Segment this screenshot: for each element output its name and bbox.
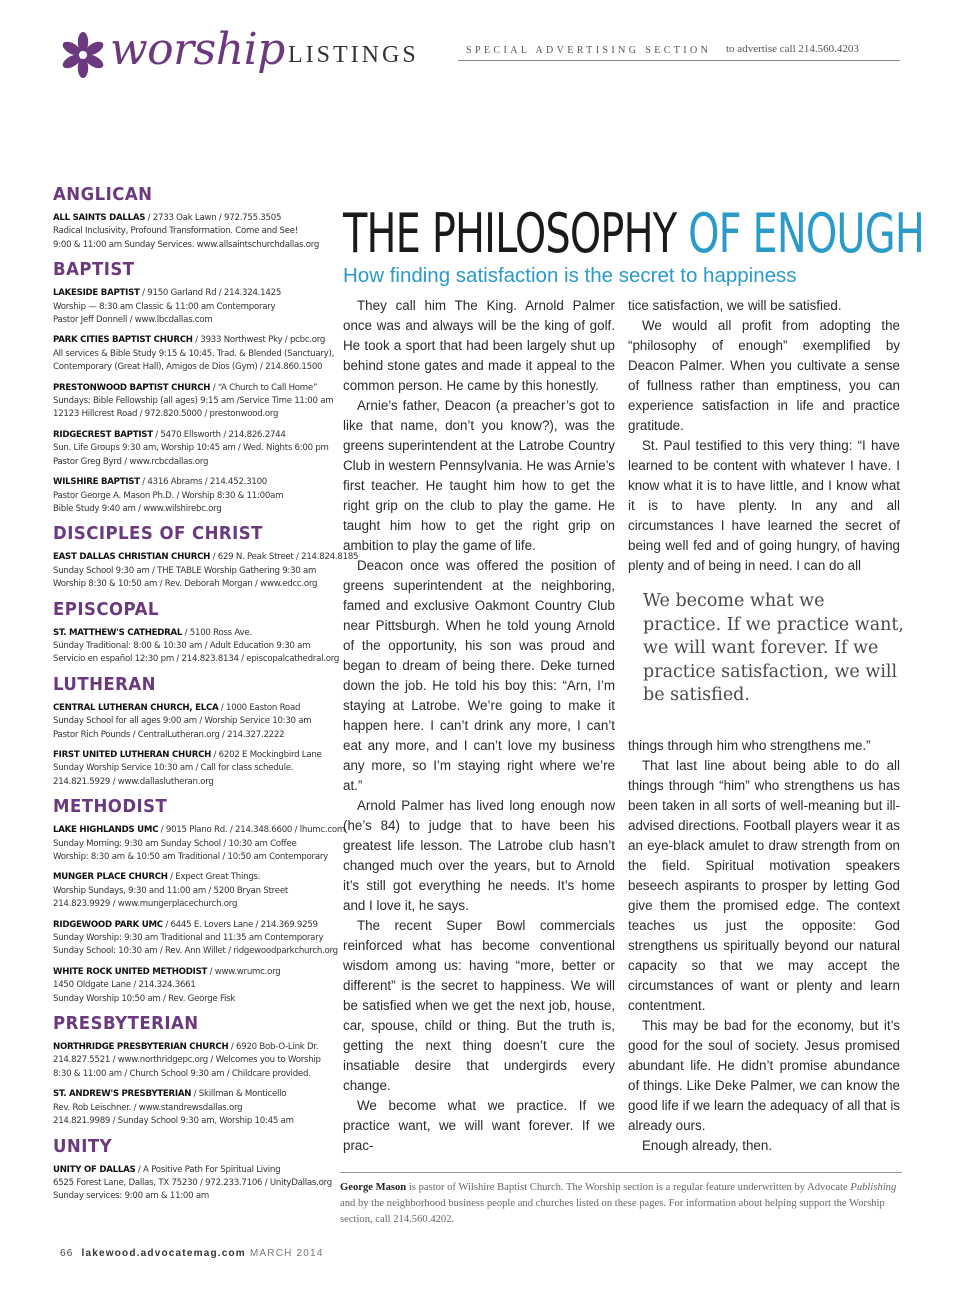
listing-first-line (53, 551, 359, 564)
listing-detail: 1450 Oldgate Lane / 214.324.3661 (53, 980, 196, 991)
article-paragraph: Arnold Palmer has lived long enough now (he’s 84) to judge that to have been his greatest life lesson. The Latrobe club hasn’t changed much over the years, but to Arnold it’s still got everything he needs. It’s home and I love it, he says. (343, 798, 615, 913)
church-listing (53, 382, 335, 422)
worship-listings (53, 184, 359, 1211)
church-listing (53, 1041, 335, 1081)
listing-detail: Sunday Worship Service 10:30 am / Call for class schedule. (53, 763, 294, 774)
listing-detail: Worship — 8:30 am Classic & 11:00 am Contemporary (53, 301, 276, 312)
listing-detail: / A Positive Path For Spiritual Living (135, 1164, 281, 1175)
listing-detail: Sunday School for all ages 9:00 am / Worship Service 10:30 am (53, 716, 312, 727)
church-listing (53, 702, 335, 742)
listing-first-line (53, 824, 345, 837)
article-paragraph: Deacon once was offered the position of greens superintendent at the neighboring, famed and exclusive Oakmont Country Club near Pittsburgh. When he told young Arnold of the opportunity, his son was proud and began to dream of being there. Deke turned down the job. He told his boy this: “Arn, I’m staying at Latrobe. We’re going to make it happen here. I can’t drink any more, I can’t eat any more, and I can’t love my business any more, so I’m staying right where we’re at.” (343, 558, 615, 793)
masthead-rule (458, 60, 900, 61)
listing-first-line (53, 382, 335, 395)
listing-first-line (53, 334, 335, 347)
article-paragraph: We would all profit from adopting the “philosophy of enough” exemplified by Deacon Palmer. When you cultivate a sense of fullness rather than emptiness, you can experience satisfaction in life and practice gratitude. (628, 318, 900, 433)
listing-detail: / 6920 Bob-O-Link Dr. (228, 1042, 319, 1053)
category-heading-disciples: DISCIPLES OF CHRIST (53, 523, 263, 545)
listing-detail: / 5100 Ross Ave. (182, 627, 252, 638)
listing-detail: Servicio en español 12:30 pm / 214.823.8134 / episcopalcathedral.org (53, 654, 340, 665)
listing-detail: Worship: 8:30 am & 10:50 am Traditional / 10:50 am Contemporary (53, 852, 328, 862)
listing-detail: Sunday Morning: 9:30 am Sunday School / 10:30 am Coffee (53, 838, 297, 849)
church-name: RIDGECREST BAPTIST (53, 429, 153, 440)
category-heading-unity: UNITY (53, 1135, 113, 1157)
church-name: NORTHRIDGE PRESBYTERIAN CHURCH (53, 1042, 229, 1053)
listing-detail: / Expect Great Things. (167, 872, 261, 883)
listing-first-line (53, 287, 335, 300)
listing-detail: Pastor Rich Pounds / CentralLutheran.org / 214.327.2222 (53, 729, 285, 740)
listing-first-line (53, 476, 335, 489)
listing-detail: / 1000 Easton Road (218, 702, 301, 713)
article-paragraph: things through him who strengthens me.” (628, 738, 871, 753)
flower-icon (58, 30, 108, 80)
listing-detail: Sundays: Bible Fellowship (all ages) 9:15 am /Service Time 11:00 am (53, 396, 334, 407)
category-heading-baptist: BAPTIST (53, 259, 135, 281)
listing-first-line (53, 749, 335, 762)
listing-detail: Sunday School 9:30 am / THE TABLE Worship Gathering 9:30 am (53, 565, 317, 576)
church-name: PRESTONWOOD BAPTIST CHURCH (53, 382, 211, 393)
article-title (343, 202, 924, 266)
article-subtitle: How finding satisfaction is the secret to happiness (343, 264, 797, 287)
church-name: ST. ANDREW'S PRESBYTERIAN (53, 1089, 192, 1100)
bio-text-1: is pastor of Wilshire Baptist Church. The Worship section is a regular feature underwritten by Advocate (406, 1182, 851, 1193)
bio-name: George Mason (340, 1182, 407, 1193)
listing-detail: / Skillman & Monticello (191, 1089, 287, 1100)
church-name: ST. MATTHEW'S CATHEDRAL (53, 627, 183, 638)
article-paragraph: They call him The King. Arnold Palmer once was and always will be the king of golf. He took a sport that had been largely shut up behind stone gates and made it appeal to the common person. He came by this honestly. (343, 298, 615, 393)
category-heading-lutheran: LUTHERAN (53, 673, 156, 695)
listing-detail: Rev. Rob Leischner. / www.standrewsdallas.org (53, 1102, 243, 1113)
listing-detail: / www.wrumc.org (207, 966, 281, 977)
page-footer (60, 1248, 324, 1259)
special-section-label: SPECIAL ADVERTISING SECTION (466, 45, 712, 56)
listing-first-line (53, 1088, 335, 1101)
article-paragraph: St. Paul testified to this very thing: “I have learned to be content with whatever I have. I know what it is to have little, and I know what it is to have plenty. In any and all circumstances I have learned the secret of being well fed and of going hungry, of having plenty and of being in need. I can do all (628, 438, 900, 573)
church-listing (53, 824, 345, 864)
listing-detail: Sunday Worship: 9:30 am Traditional and 11:35 am Contemporary (53, 933, 324, 944)
footer-site: lakewood.advocatemag.com (81, 1248, 246, 1259)
listing-detail: / 4316 Abrams / 214.452.3100 (139, 477, 268, 488)
listing-first-line (53, 966, 335, 979)
church-listing (53, 476, 335, 516)
article-column-right-top (628, 296, 900, 576)
listing-first-line (53, 1041, 335, 1054)
church-name: CENTRAL LUTHERAN CHURCH, ELCA (53, 702, 219, 713)
category-heading-methodist: METHODIST (53, 796, 168, 818)
brand-worship: worship (110, 24, 285, 75)
listing-detail: / 2733 Oak Lawn / 972.755.3505 (145, 213, 282, 223)
listing-detail: 12123 Hillcrest Road / 972.820.5000 / prestonwood.org (53, 409, 279, 420)
title-blue: OF ENOUGH (688, 202, 924, 265)
church-listing (53, 212, 335, 252)
article-paragraph: We become what we practice. If we practice want, we will want forever. If we prac- (343, 1098, 615, 1153)
listing-detail: / “A Church to Call Home” (210, 382, 318, 393)
listing-first-line (53, 702, 335, 715)
bio-text-2: and by the neighborhood business people and churches listed on these pages. For information about helping support the Worship section, call 214.560.4202. (340, 1198, 885, 1225)
advertise-phone: to advertise call 214.560.4203 (726, 43, 859, 55)
church-name: UNITY OF DALLAS (53, 1164, 136, 1175)
church-name: RIDGEWOOD PARK UMC (53, 919, 163, 930)
listing-detail: Sunday Traditional: 8:00 & 10:30 am / Adult Education 9:30 am (53, 640, 311, 651)
listing-detail: / 5470 Ellsworth / 214.826.2744 (152, 429, 286, 440)
listing-detail: Pastor Jeff Donnell / www.lbcdallas.com (53, 315, 213, 326)
church-name: WILSHIRE BAPTIST (53, 477, 140, 488)
church-name: WHITE ROCK UNITED METHODIST (53, 966, 208, 977)
church-name: LAKE HIGHLANDS UMC (53, 825, 159, 836)
church-listing (53, 287, 335, 327)
listing-detail: / 6445 E. Lovers Lane / 214.369.9259 (162, 919, 318, 930)
church-name: FIRST UNITED LUTHERAN CHURCH (53, 749, 212, 760)
listing-detail: 214.821.5929 / www.dallaslutheran.org (53, 776, 214, 787)
church-name: LAKESIDE BAPTIST (53, 288, 140, 299)
title-dark: THE PHILOSOPHY (343, 202, 689, 265)
church-name: MUNGER PLACE CHURCH (53, 872, 168, 883)
pull-quote: We become what we practice. If we practice want, we will want forever. If we practice satisfaction, we will be satisfied. (643, 591, 904, 705)
listing-detail: Pastor Greg Byrd / www.rcbcdallas.org (53, 456, 209, 467)
church-listing (53, 1164, 335, 1204)
listing-detail: All services & Bible Study 9:15 & 10:45. Trad. & Blended (Sanctuary), (53, 348, 335, 359)
listing-first-line (53, 1164, 335, 1177)
listing-detail: Sunday School: 10:30 am / Rev. Ann Willet / ridgewoodparkchurch.org (53, 946, 338, 957)
author-bio (340, 1180, 902, 1228)
church-listing (53, 429, 335, 469)
listing-detail: Worship 8:30 & 10:50 am / Rev. Deborah Morgan / www.edcc.org (53, 579, 318, 590)
church-listing (53, 334, 335, 374)
church-name: EAST DALLAS CHRISTIAN CHURCH (53, 552, 211, 563)
church-name: PARK CITIES BAPTIST CHURCH (53, 335, 193, 346)
listing-detail: Sunday Worship 10:50 am / Rev. George Fisk (53, 993, 236, 1004)
article-column-right-bottom (628, 736, 900, 1156)
listing-detail: Sunday services: 9:00 am & 11:00 am (53, 1191, 209, 1202)
listing-first-line (53, 212, 335, 225)
article-column-left (343, 296, 615, 1156)
article-paragraph: This may be bad for the economy, but it’s good for the soul of society. Jesus promised abundant life. He didn’t promise abundance of things. Like Deke Palmer, we can know the good life if we learn the adequacy of all that is already ours. (628, 1018, 900, 1133)
listing-detail: Sun. Life Groups 9:30 am, Worship 10:45 am / Wed. Nights 6:00 pm (53, 443, 329, 454)
article-paragraph: That last line about being able to do all things through “him” who strengthens us has been taken in all sorts of well-meaning but ill-advised directions. Football players wear it as an eye-black amulet to draw strength from on the field. Spiritual motivation speakers beseech aspirants to prosper by letting God give them the promised edge. The context teaches us just the opposite: God strengthens us spiritually beyond our natural capacity so that we may accept the circumstances of want or plenty and learn contentment. (628, 758, 900, 1013)
listing-first-line (53, 871, 335, 884)
listing-detail: 9:00 & 11:00 am Sunday Services. www.allsaintschurchdallas.org (53, 239, 320, 250)
church-listing (53, 919, 338, 959)
listing-detail: Contemporary (Great Hall), Amigos de Dios (Gym) / 214.860.1500 (53, 362, 323, 373)
category-heading-anglican: ANGLICAN (53, 184, 153, 205)
church-listing (53, 966, 335, 1006)
listing-detail: Pastor George A. Mason Ph.D. / Worship 8:30 & 11:00am (53, 490, 284, 501)
category-heading-episcopal: EPISCOPAL (53, 598, 159, 620)
listing-detail: / 9015 Plano Rd. / 214.348.6600 / lhumc.com (158, 825, 345, 836)
article-paragraph: tice satisfaction, we will be satisfied. (628, 298, 842, 313)
church-listing (53, 871, 335, 911)
listing-first-line (53, 919, 335, 932)
listing-detail: Worship Sundays, 9:30 and 11:00 am / 5200 Bryan Street (53, 885, 288, 896)
masthead (58, 26, 900, 82)
article-paragraph: Arnie’s father, Deacon (a preacher’s got to like that name, don’t you know?), was the greens superintendent at the Latrobe Country Club in western Pennsylvania. He was Arnie’s first teacher. He taught him how to get the right grip on the club to play the game. He taught him how to get the right grip on ambition to play the game of life. (343, 398, 615, 553)
church-name: ALL SAINTS DALLAS (53, 213, 146, 223)
listing-detail: Radical Inclusivity, Profound Transformation. Come and See! (53, 226, 299, 237)
listing-detail: Bible Study 9:40 am / www.wilshirebc.org (53, 503, 222, 514)
listing-first-line (53, 429, 335, 442)
church-listing (53, 551, 359, 591)
listing-first-line (53, 627, 335, 640)
bio-rule (340, 1172, 902, 1173)
listing-detail: 214.827.5521 / www.northridgepc.org / Welcomes you to Worship (53, 1055, 321, 1066)
church-listing (53, 749, 335, 789)
church-listing (53, 627, 340, 667)
footer-date: MARCH 2014 (249, 1248, 324, 1259)
brand-listings: LISTINGS (288, 42, 419, 68)
listing-detail: / 3933 Northwest Pky / pcbc.org (192, 335, 326, 346)
category-heading-presbyterian: PRESBYTERIAN (53, 1013, 199, 1035)
listing-detail: 214.823.9929 / www.mungerplacechurch.org (53, 899, 238, 910)
listing-detail: / 6202 E Mockingbird Lane (211, 749, 322, 760)
listing-detail: 8:30 & 11:00 am / Church School 9:30 am / Childcare provided. (53, 1068, 311, 1079)
listing-detail: / 629 N. Peak Street / 214.824.8185 (210, 552, 359, 563)
page-number: 66 (60, 1248, 74, 1259)
listing-detail: 214.821.9989 / Sunday School 9:30 am, Worship 10:45 am (53, 1116, 294, 1127)
article-paragraph: The recent Super Bowl commercials reinforced what has become conventional wisdom among us: having “more, better or different” is the secret to happiness. We will be satisfied when we get the next job, house, car, spouse, child or thing. But the truth is, getting the next thing doesn’t cure the insatiable desire that undergirds every change. (343, 918, 615, 1093)
bio-publication: Publishing (850, 1182, 897, 1193)
listing-detail: / 9150 Garland Rd / 214.324.1425 (139, 288, 282, 299)
listing-detail: 6525 Forest Lane, Dallas, TX 75230 / 972.233.7106 / UnityDallas.org (53, 1177, 332, 1188)
article-paragraph: Enough already, then. (642, 1138, 773, 1153)
church-listing (53, 1088, 335, 1128)
